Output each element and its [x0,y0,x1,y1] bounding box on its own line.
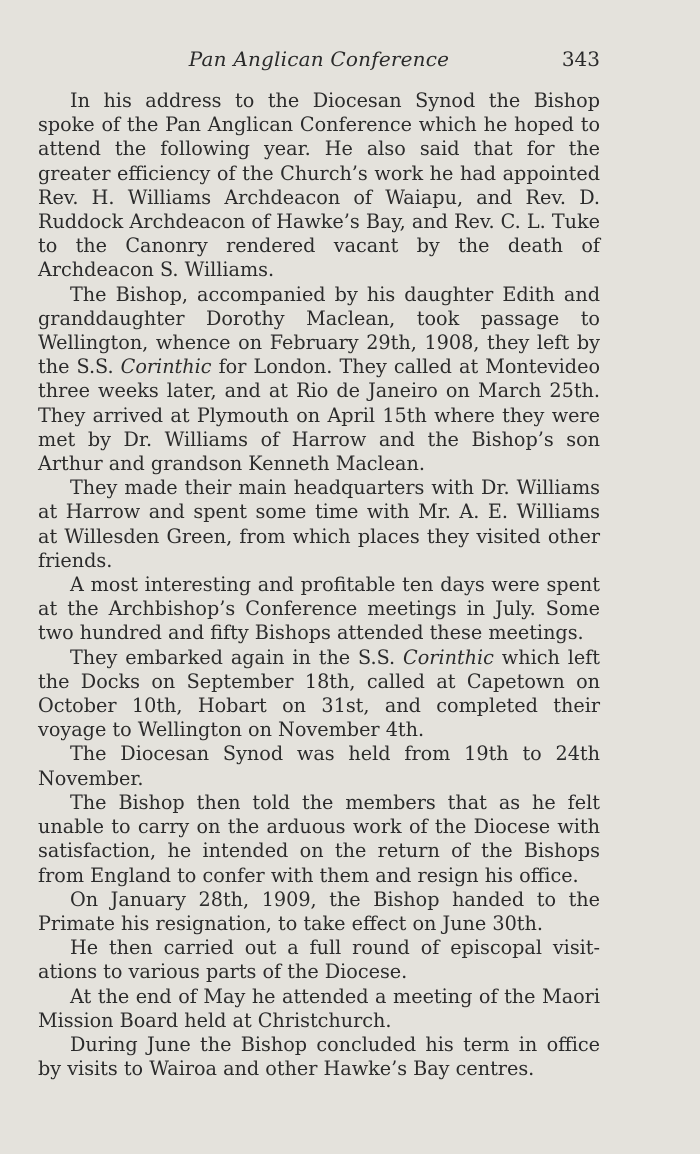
paragraph-headquarters: They made their main headquarters with Dr. Williams at Harrow and spent some time with Mr. A. E. Williams at Willesden Green, from which places they visited other friends. [38,476,600,572]
paragraph-mission-board: At the end of May he attended a meeting of the Maori Mission Board held at Christchurch. [38,984,600,1032]
page-number: 343 [561,47,600,71]
paragraph-voyage-to-london [38,283,600,477]
ship-name: Corinthic [120,355,212,379]
paragraph-diocesan-synod: The Diocesan Synod was held from 19th to 24th November. [38,742,600,790]
paragraph-synod-address: In his address to the Diocesan Synod the Bishop spoke of the Pan Anglican Conference which he hoped to attend the following year. He also said that for the greater efficiency of the Church’s work he had appointed Rev. H. Williams Archdeacon of Waiapu, and Rev. D. Ruddock Archdeacon of Hawke’s Bay, and Rev. C. L. Tuke to the Canonry rendered vacant by the death of Archdeacon S. Williams. [38,89,600,282]
paragraph-resignation: On January 28th, 1909, the Bishop handed to the Primate his resignation, to take effect on June 30th. [38,887,600,935]
paragraph-text: The Bishop, accompanied by his daughter Edith and granddaughter Dorothy Maclean, took passage to Wellington, whence on February 29th, 1908, they left by the S.S. [38,282,600,379]
ship-name: Corinthic [403,645,494,669]
page-header [38,47,600,73]
body-text [38,89,600,1081]
paragraph-return-voyage [38,646,600,743]
paragraph-final-visits: During June the Bishop concluded his term in office by visits to Wairoa and other Hawke’s Bay centres. [38,1032,600,1081]
paragraph-text: for London. They called at Montevideo three weeks later, and at Rio de Janeiro on March 25th. They arrived at Plymouth on April 15th where they were met by Dr. Williams of Harrow and the Bishop’s son Arthur and grandson Kenneth Maclean. [38,355,600,476]
paragraph-visitations: He then carried out a full round of episcopal visitations to various parts of the Diocese. [38,936,600,984]
running-title: Pan Anglican Conference [188,47,450,71]
paragraph-text: They embarked again in the S.S. [70,645,404,669]
paragraph-text: which left the Docks on September 18th, called at Capetown on October 10th, Hobart on 31st, and completed their voyage to Wellington on November 4th. [38,645,600,742]
paragraph-conference-meetings: A most interesting and profitable ten days were spent at the Archbishop’s Conference meetings in July. Some two hundred and fifty Bishops attended these meetings. [38,573,600,645]
paragraph-resignation-intent: The Bishop then told the members that as he felt unable to carry on the arduous work of the Diocese with satisfaction, he intended on the return of the Bishops from England to confer with them and resign his office. [38,790,600,887]
